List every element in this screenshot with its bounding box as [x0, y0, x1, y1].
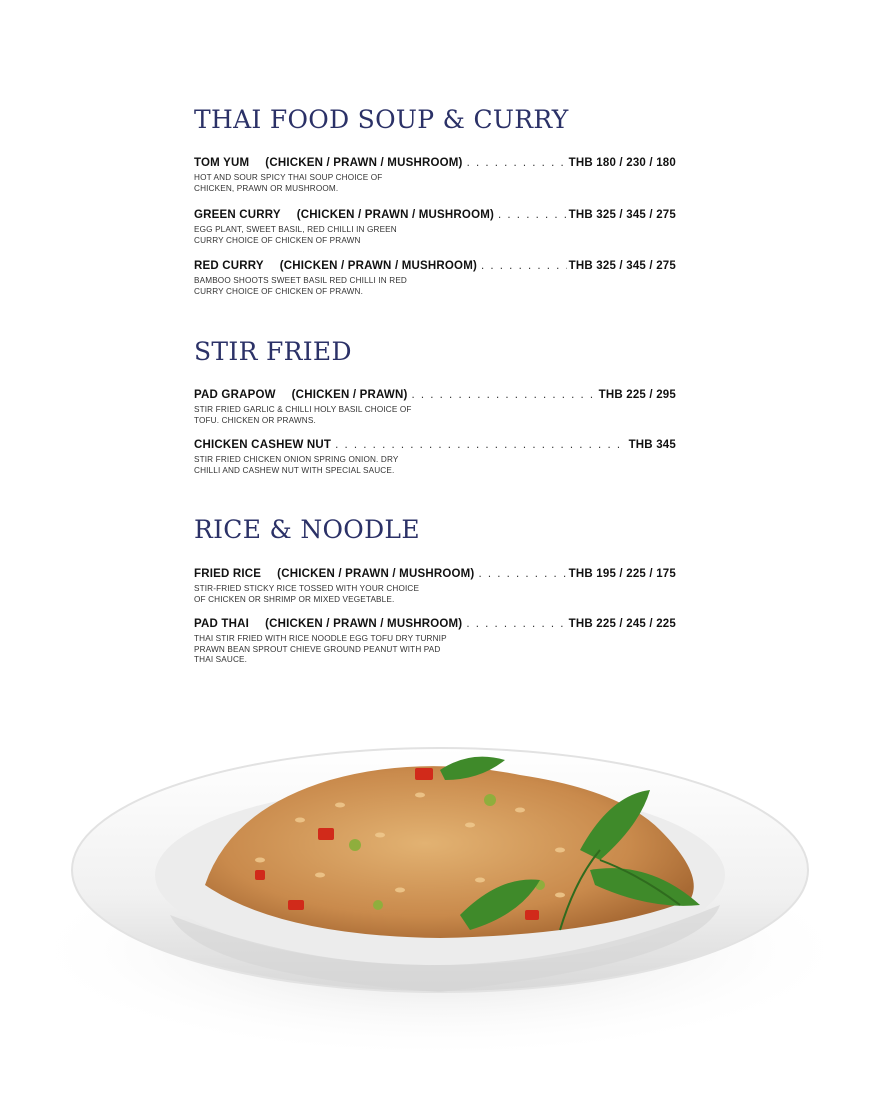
item-name: GREEN CURRY [194, 209, 281, 221]
description-line: THAI STIR FRIED WITH RICE NOODLE EGG TOFU DRY TURNIP [194, 634, 447, 643]
section-title-rice-noodle: RICE & NOODLE [194, 515, 420, 544]
item-name: TOM YUM [194, 157, 250, 169]
dot-leader [481, 260, 567, 272]
dot-leader [335, 439, 626, 451]
menu-item-red-curry [194, 260, 676, 297]
item-options: (CHICKEN / PRAWN) [291, 389, 408, 401]
item-description [194, 584, 676, 605]
item-options: (CHICKEN / PRAWN / MUSHROOM) [279, 260, 478, 272]
dot-leader [478, 568, 566, 580]
menu-item-green-curry [194, 209, 676, 246]
item-options: (CHICKEN / PRAWN / MUSHROOM) [277, 568, 475, 580]
menu-item-tom-yum [194, 157, 676, 194]
item-description [194, 225, 676, 246]
item-price: THB 225 / 295 [598, 389, 676, 401]
menu-item-pad-grapow [194, 389, 676, 426]
item-name: PAD GRAPOW [194, 389, 276, 401]
description-line: HOT AND SOUR SPICY THAI SOUP CHOICE OF [194, 173, 383, 182]
description-line: TOFU. CHICKEN OR PRAWNS. [194, 415, 316, 425]
description-line: OF CHICKEN OR SHRIMP OR MIXED VEGETABLE. [194, 594, 395, 604]
description-line: PRAWN BEAN SPROUT CHIEVE GROUND PEANUT WITH PAD [194, 644, 441, 654]
section-title-stir-fried: STIR FRIED [194, 337, 352, 366]
item-options: (CHICKEN / PRAWN / MUSHROOM) [296, 209, 495, 221]
dot-leader [467, 157, 567, 169]
description-line: STIR FRIED GARLIC & CHILLI HOLY BASIL CHOICE OF [194, 405, 412, 414]
dot-leader [412, 389, 597, 401]
item-description [194, 276, 676, 297]
description-line: CURRY CHOICE OF CHICKEN OF PRAWN [194, 235, 361, 245]
item-price: THB 180 / 230 / 180 [568, 157, 676, 169]
item-price: THB 225 / 245 / 225 [568, 618, 676, 630]
item-name: RED CURRY [194, 260, 264, 272]
description-line: BAMBOO SHOOTS SWEET BASIL RED CHILLI IN RED [194, 276, 407, 285]
description-line: EGG PLANT, SWEET BASIL, RED CHILLI IN GREEN [194, 225, 397, 234]
menu-item-pad-thai [194, 618, 676, 666]
item-name: CHICKEN CASHEW NUT [194, 439, 332, 451]
item-description [194, 173, 676, 194]
dot-leader [466, 618, 566, 630]
item-price: THB 345 [628, 439, 676, 451]
item-description [194, 634, 676, 666]
item-price: THB 195 / 225 / 175 [568, 568, 676, 580]
description-line: CHILLI AND CASHEW NUT WITH SPECIAL SAUCE. [194, 465, 395, 475]
description-line: STIR-FRIED STICKY RICE TOSSED WITH YOUR CHOICE [194, 584, 420, 593]
description-line: THAI SAUCE. [194, 655, 248, 664]
item-price: THB 325 / 345 / 275 [568, 209, 676, 221]
description-line: CHICKEN, PRAWN OR MUSHROOM. [194, 183, 339, 193]
item-options: (CHICKEN / PRAWN / MUSHROOM) [265, 157, 463, 169]
menu-item-fried-rice [194, 568, 676, 605]
menu-item-chicken-cashew-nut [194, 439, 676, 476]
fried-rice-plate-photo [0, 700, 869, 1114]
description-line: STIR FRIED CHICKEN ONION SPRING ONION. DRY [194, 455, 399, 464]
description-line: CURRY CHOICE OF CHICKEN OF PRAWN. [194, 286, 364, 296]
item-name: PAD THAI [194, 618, 250, 630]
dot-leader [498, 209, 567, 221]
item-description [194, 405, 676, 426]
section-title-soup-curry: THAI FOOD SOUP & CURRY [194, 105, 569, 134]
item-name: FRIED RICE [194, 568, 262, 580]
item-description [194, 455, 676, 476]
item-price: THB 325 / 345 / 275 [568, 260, 676, 272]
item-options: (CHICKEN / PRAWN / MUSHROOM) [265, 618, 463, 630]
